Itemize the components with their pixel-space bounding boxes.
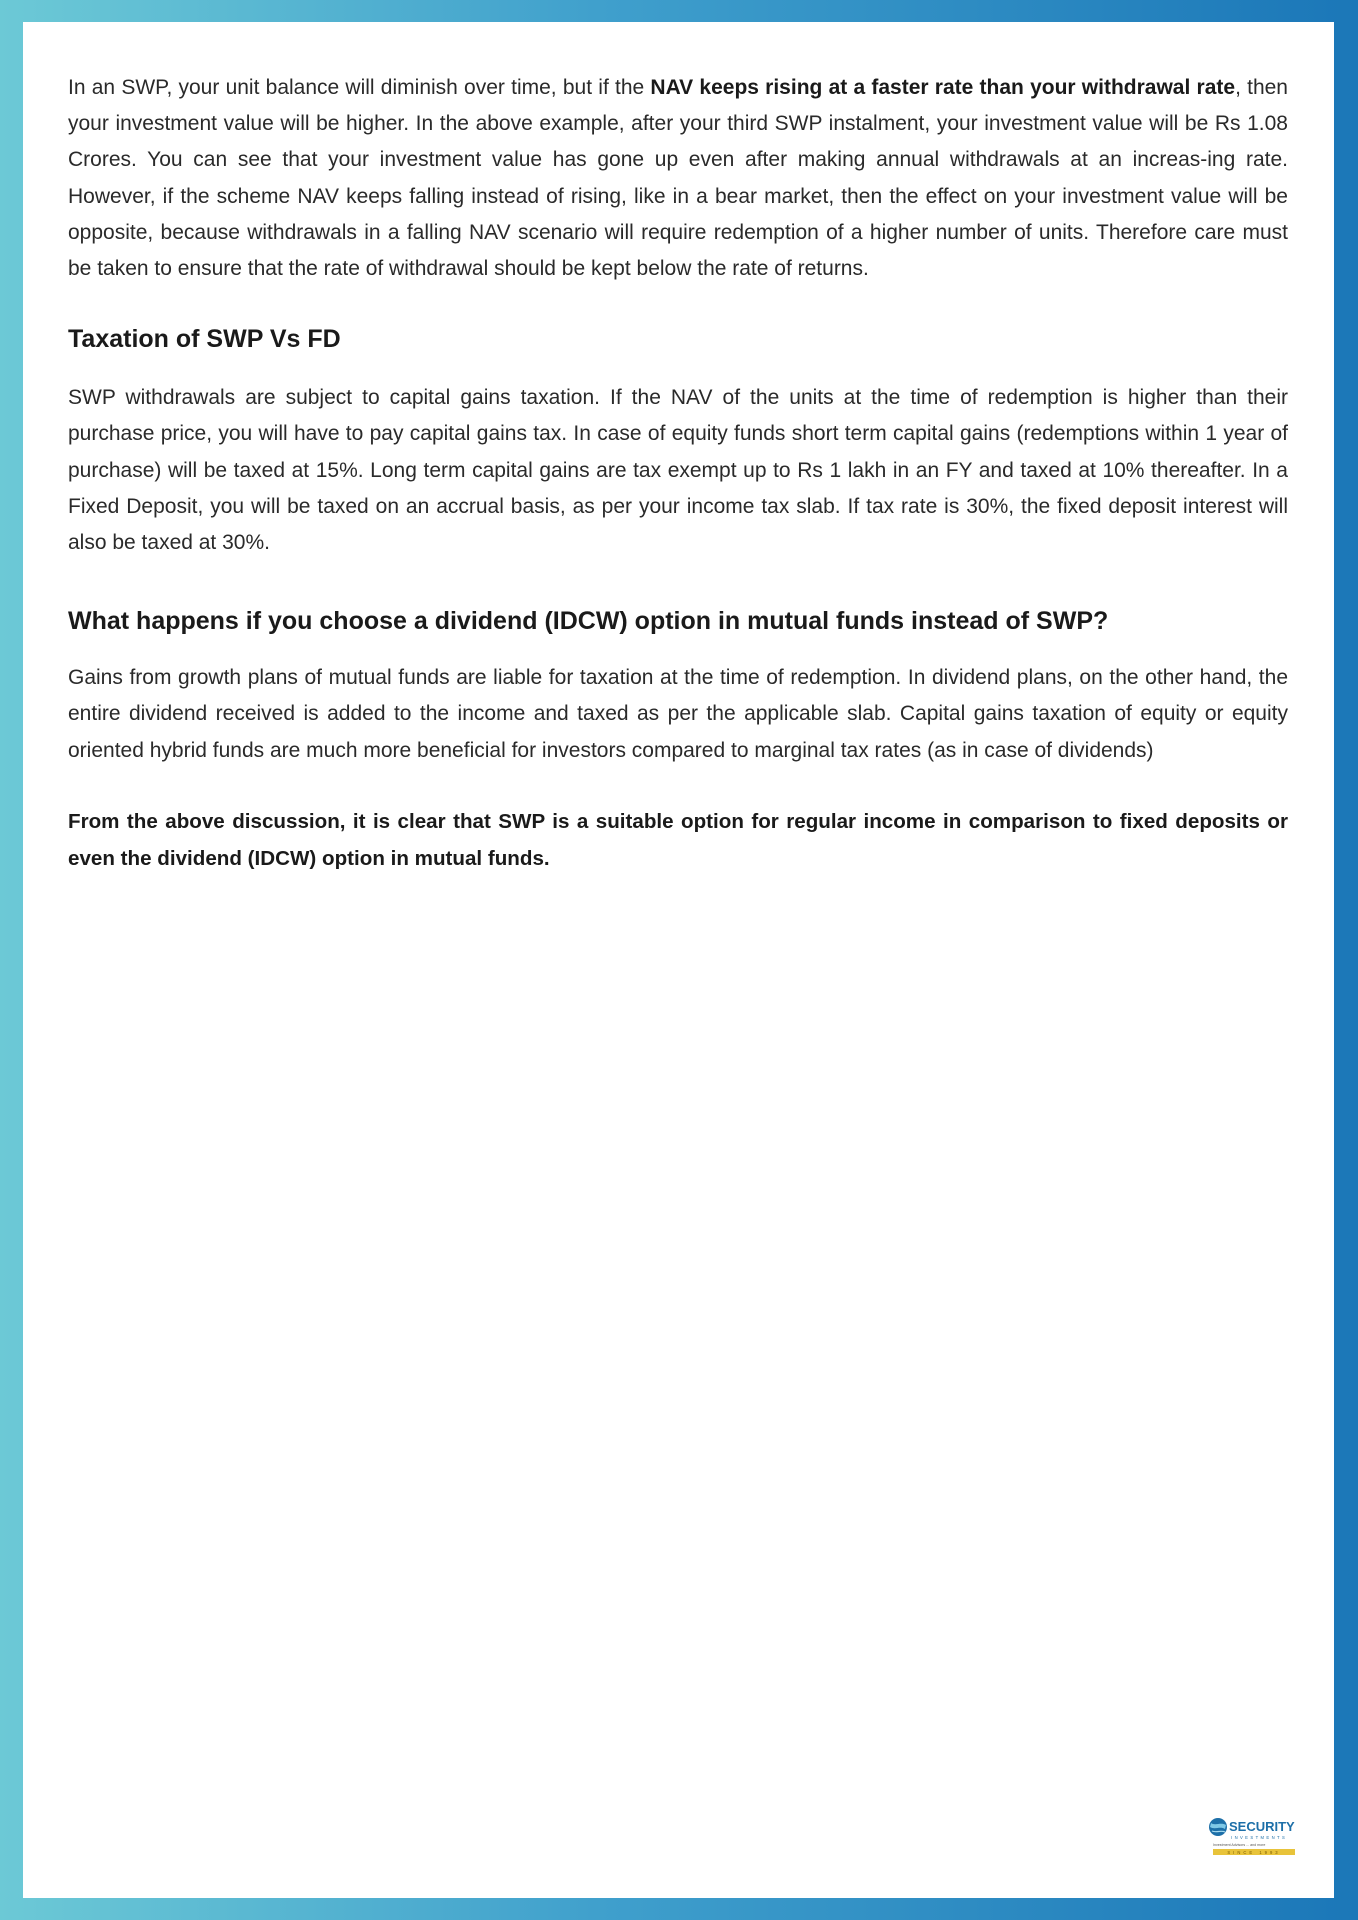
logo-globe-icon <box>1209 1818 1227 1836</box>
logo-tagline: Investment Advisors ... and more <box>1213 1843 1266 1847</box>
logo-subtitle: INVESTMENTS <box>1231 1835 1288 1840</box>
security-investments-logo <box>1207 1814 1301 1860</box>
page <box>23 22 1334 1898</box>
document-content <box>68 70 1288 877</box>
logo-wordmark: SECURITY <box>1229 1819 1295 1834</box>
intro-bold-text: NAV keeps rising at a faster rate than your withdrawal rate <box>650 76 1236 99</box>
intro-text-before: In an SWP, your unit balance will diminish over time, but if the <box>68 76 651 99</box>
logo-since-text: SINCE 1993 <box>1227 1849 1281 1855</box>
dividend-heading: What happens if you choose a dividend (IDCW) option in mutual funds instead of SWP? <box>68 607 1109 636</box>
taxation-paragraph: SWP withdrawals are subject to capital gains taxation. If the NAV of the units at the time of redemption is higher than their purchase price, you will have to pay capital gains tax. In case of equity funds short term capital gains (redemptions within 1 year of purchase) will be taxed at 15%. Long term capital gains are tax exempt up to Rs 1 lakh in an FY and taxed at 10% thereafter. In a Fixed Deposit, you will be taxed on an accrual basis, as per your income tax slab. If tax rate is 30%, the fixed deposit interest will also be taxed at 30%. <box>68 386 1288 555</box>
intro-text-after: , then your investment value will be higher. In the above example, after your third SWP instalment, your investment value will be Rs 1.08 Crores. You can see that your investment value has gone up even after making annual withdrawals at an increas-ing rate. However, if the scheme NAV keeps falling instead of rising, like in a bear market, then the effect on your investment value will be opposite, because withdrawals in a falling NAV scenario will require redemption of a higher number of units. Therefore care must be taken to ensure that the rate of withdrawal should be kept below the rate of returns. <box>68 76 1288 281</box>
taxation-heading: Taxation of SWP Vs FD <box>68 325 341 354</box>
dividend-paragraph: Gains from growth plans of mutual funds are liable for taxation at the time of redemption. In dividend plans, on the other hand, the entire dividend received is added to the income and taxed as per the applicable slab. Capital gains taxation of equity or equity oriented hybrid funds are much more beneficial for investors compared to marginal tax rates (as in case of dividends) <box>68 666 1288 762</box>
conclusion-paragraph: From the above discussion, it is clear that SWP is a suitable option for regular income in comparison to fixed deposits or even the dividend (IDCW) option in mutual funds. <box>68 809 1288 870</box>
intro-paragraph <box>68 70 1288 287</box>
